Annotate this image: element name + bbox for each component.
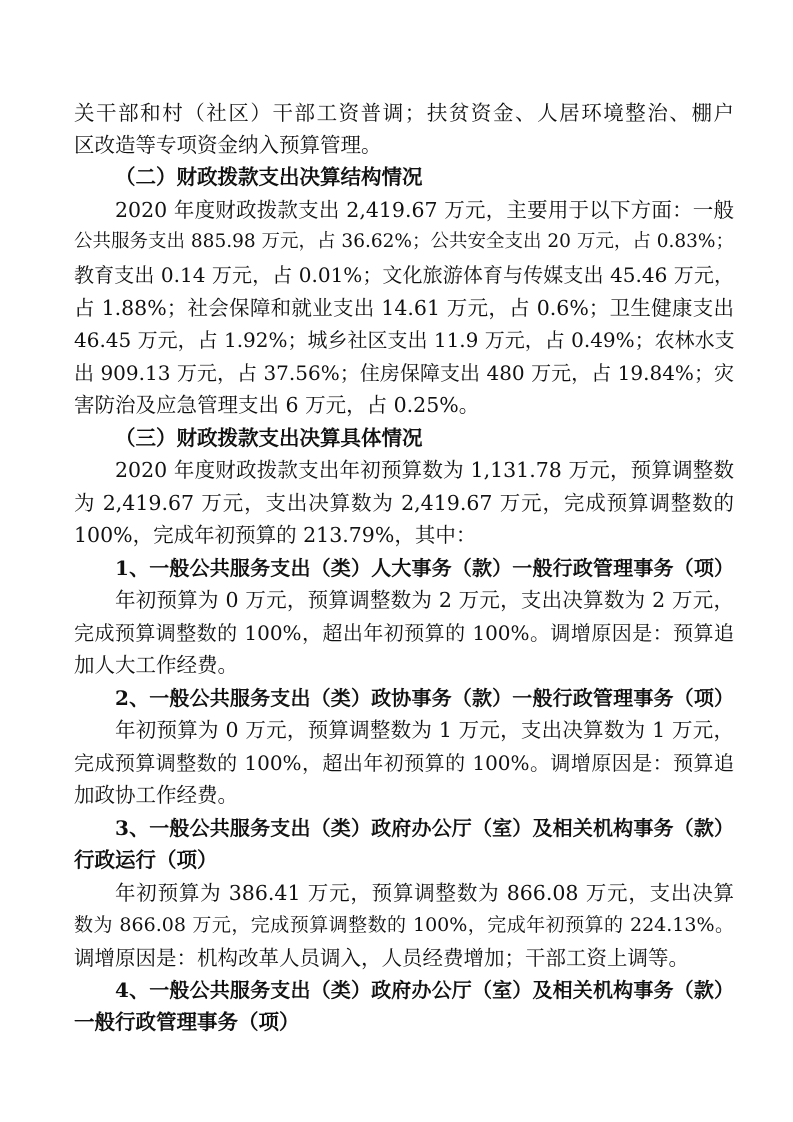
paragraph-line: 害防治及应急管理支出 6 万元，占 0.25%。 xyxy=(74,393,480,417)
item-heading: 行政运行（项） xyxy=(74,848,218,872)
paragraph-line: 年初预算为 0 万元，预算调整数为 2 万元，支出决算数为 2 万元， xyxy=(115,588,734,612)
section-heading: （三）财政拨款支出决算具体情况 xyxy=(115,426,423,450)
paragraph-line: 2020 年度财政拨款支出 2,419.67 万元，主要用于以下方面：一般 xyxy=(115,198,734,222)
item-heading: 1、一般公共服务支出（类）人大事务（款）一般行政管理事务（项） xyxy=(115,556,734,580)
item-heading: 3、一般公共服务支出（类）政府办公厅（室）及相关机构事务（款） xyxy=(115,816,734,840)
section-heading: （二）财政拨款支出决算结构情况 xyxy=(115,165,423,189)
paragraph-line: 年初预算为 0 万元，预算调整数为 1 万元，支出决算数为 1 万元， xyxy=(115,718,734,742)
item-heading: 一般行政管理事务（项） xyxy=(74,1010,300,1034)
paragraph-line: 公共服务支出 885.98 万元，占 36.62%；公共安全支出 20 万元，占 0.83%； xyxy=(74,231,734,252)
paragraph-line: 完成预算调整数的 100%，超出年初预算的 100%。调增原因是：预算追 xyxy=(74,621,734,645)
paragraph-line: 出 909.13 万元，占 37.56%；住房保障支出 480 万元，占 19.84%；灾 xyxy=(74,361,734,385)
paragraph-line: 教育支出 0.14 万元，占 0.01%；文化旅游体育与传媒支出 45.46 万元， xyxy=(74,263,734,287)
paragraph-line: 加人大工作经费。 xyxy=(74,653,238,677)
paragraph-line: 加政协工作经费。 xyxy=(74,783,238,807)
paragraph-line: 2020 年度财政拨款支出年初预算数为 1,131.78 万元，预算调整数 xyxy=(115,458,734,482)
paragraph-line: 占 1.88%；社会保障和就业支出 14.61 万元，占 0.6%；卫生健康支出 xyxy=(74,296,734,320)
paragraph-line: 100%，完成年初预算的 213.79%，其中： xyxy=(74,523,477,547)
paragraph-line: 46.45 万元，占 1.92%；城乡社区支出 11.9 万元，占 0.49%；农林水支 xyxy=(74,328,735,352)
paragraph-line: 调增原因是：机构改革人员调入，人员经费增加；干部工资上调等。 xyxy=(74,946,689,970)
paragraph-line: 区改造等专项资金纳入预算管理。 xyxy=(74,133,382,157)
item-heading: 2、一般公共服务支出（类）政协事务（款）一般行政管理事务（项） xyxy=(115,686,734,710)
item-heading: 4、一般公共服务支出（类）政府办公厅（室）及相关机构事务（款） xyxy=(115,978,734,1002)
paragraph-line: 为 2,419.67 万元，支出决算数为 2,419.67 万元，完成预算调整数的 xyxy=(74,491,734,515)
paragraph-line: 关干部和村（社区）干部工资普调；扶贫资金、人居环境整治、棚户 xyxy=(74,101,734,125)
paragraph-line: 年初预算为 386.41 万元，预算调整数为 866.08 万元，支出决算 xyxy=(115,881,734,905)
paragraph-line: 完成预算调整数的 100%，超出年初预算的 100%。调增原因是：预算追 xyxy=(74,751,734,775)
paragraph-line: 数为 866.08 万元，完成预算调整数的 100%，完成年初预算的 224.13%。 xyxy=(74,914,734,936)
